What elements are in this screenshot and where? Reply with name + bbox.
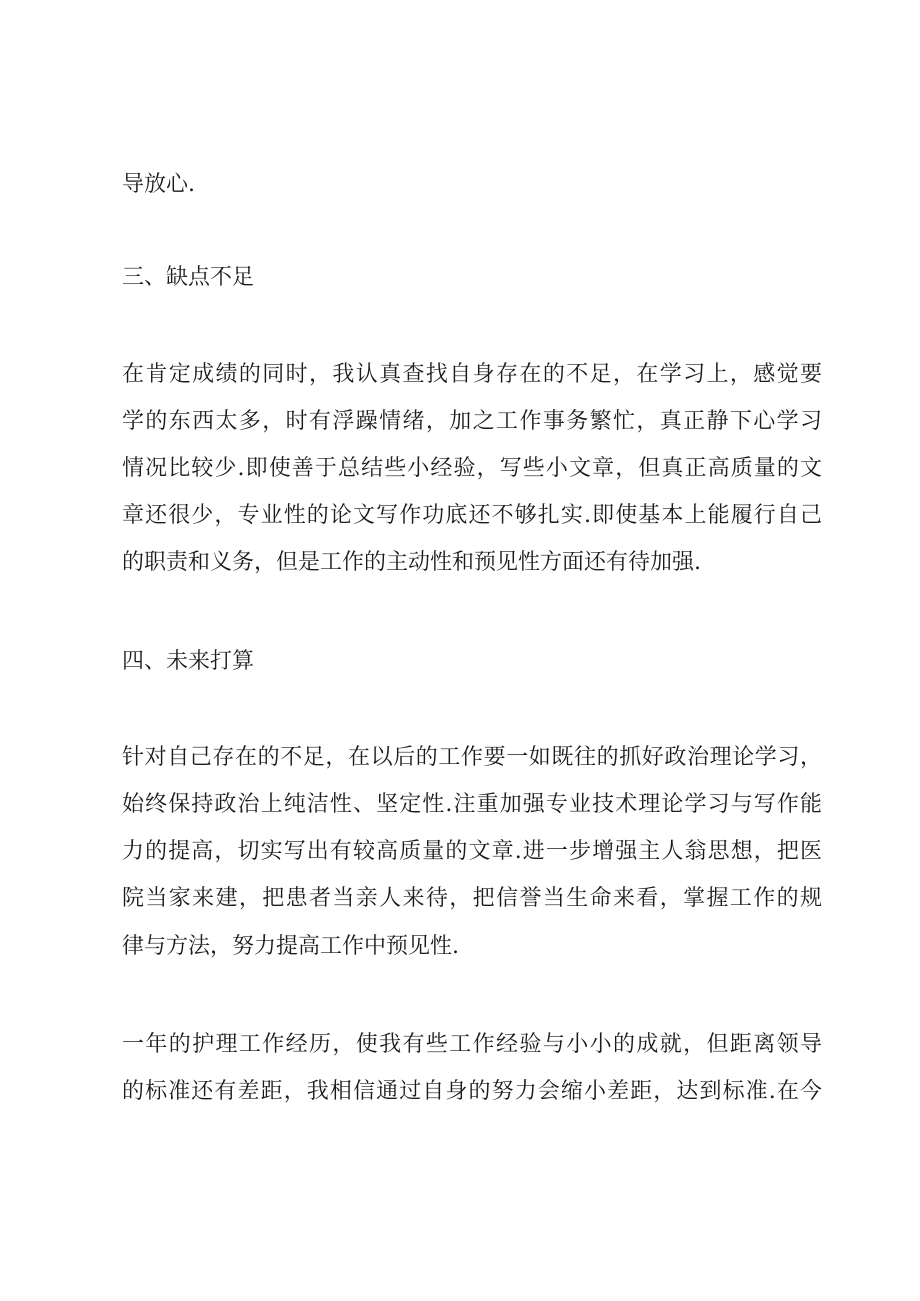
paragraph-line: 律与方法，努力提高工作中预见性. [122, 934, 459, 959]
paragraph-line: 在肯定成绩的同时，我认真查找自身存在的不足，在学习上，感觉要 [122, 362, 822, 387]
paragraph-line: 章还很少，专业性的论文写作功底还不够扎实.即使基本上能履行自己 [122, 503, 822, 528]
paragraph-line: 一年的护理工作经历，使我有些工作经验与小小的成就，但距离领导 [122, 1032, 822, 1057]
section-heading: 四、未来打算 [122, 649, 255, 674]
paragraph-line: 的标准还有差距，我相信通过自身的努力会缩小差距，达到标准.在今 [122, 1079, 822, 1104]
paragraph-line: 院当家来建，把患者当亲人来待，把信誉当生命来看，掌握工作的规 [122, 886, 822, 911]
section-heading: 三、缺点不足 [122, 265, 255, 290]
paragraph-line: 的职责和义务，但是工作的主动性和预见性方面还有待加强. [122, 550, 701, 575]
paragraph-line: 学的东西太多，时有浮躁情绪，加之工作事务繁忙，真正静下心学习 [122, 409, 822, 434]
paragraph-line: 始终保持政治上纯洁性、坚定性.注重加强专业技术理论学习与写作能 [122, 792, 822, 817]
paragraph-line: 导放心. [122, 172, 195, 197]
paragraph-line: 情况比较少.即使善于总结些小经验，写些小文章，但真正高质量的文 [122, 456, 822, 481]
paragraph-line: 针对自己存在的不足，在以后的工作要一如既往的抓好政治理论学习， [122, 745, 822, 770]
paragraph-line: 力的提高，切实写出有较高质量的文章.进一步增强主人翁思想，把医 [122, 839, 822, 864]
